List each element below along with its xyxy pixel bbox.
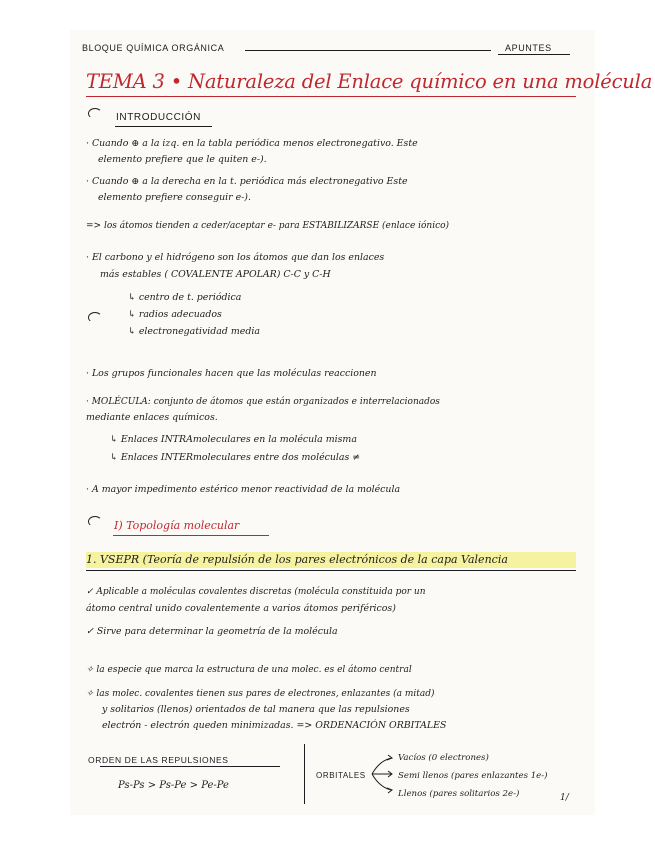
section-underline — [113, 535, 269, 536]
intro-heading: INTRODUCCIÓN — [116, 112, 201, 123]
section-topologia: I) Topología molecular — [114, 519, 240, 532]
order-heading-underline — [100, 766, 280, 767]
star2-line2: y solitarios (llenos) orientados de tal manera que las repulsiones — [102, 704, 410, 715]
para2-line2: elemento prefiere conseguir e-). — [98, 192, 251, 203]
para4-sub1: ↳ centro de t. periódica — [128, 292, 242, 303]
check1-line1: ✓ Aplicable a moléculas covalentes discretas (molécula constituida por un — [86, 587, 426, 597]
vsepr-underline — [86, 570, 576, 571]
header-notes: APUNTES — [505, 43, 552, 53]
vsepr-heading: 1. VSEPR (Teoría de repulsión de los pares electrónicos de la capa Valencia — [86, 553, 508, 566]
star2-line3: electrón - electrón queden minimizadas. => ORDENACIÓN ORBITALES — [102, 720, 447, 731]
para6-sub1: ↳ Enlaces INTRAmoleculares en la molécula misma — [110, 434, 357, 445]
para1-line1: · Cuando ⊕ a la izq. en la tabla periódica menos electronegativo. Este — [86, 138, 418, 149]
punch-hole-icon — [88, 516, 102, 527]
check1-line2: átomo central unido covalentemente a varios átomos periféricos) — [86, 603, 396, 614]
para4-line1: · El carbono y el hidrógeno son los átomos que dan los enlaces — [86, 252, 385, 263]
intro-heading-underline — [115, 126, 212, 127]
orbital-item-3: Llenos (pares solitarios 2e-) — [398, 789, 520, 799]
para4-line2: más estables ( COVALENTE APOLAR) C-C y C-H — [100, 269, 331, 280]
order-heading: ORDEN DE LAS REPULSIONES — [88, 755, 229, 765]
para4-sub2: ↳ radios adecuados — [128, 309, 222, 320]
para6-sub2: ↳ Enlaces INTERmoleculares entre dos moléculas ≠ — [110, 452, 361, 463]
header-right-rule — [498, 54, 570, 55]
para6-line1: · MOLÉCULA: conjunto de átomos que están organizados e interrelacionados — [86, 397, 440, 407]
check2: ✓ Sirve para determinar la geometría de la molécula — [86, 626, 338, 637]
orbitals-label: ORBITALES — [316, 771, 366, 780]
page-number: 1/ — [560, 793, 569, 803]
title-underline — [86, 96, 576, 97]
star2-line1: ✧ las molec. covalentes tienen sus pares de electrones, enlazantes (a mitad) — [86, 689, 435, 699]
header-subject: BLOQUE QUÍMICA ORGÁNICA — [82, 43, 225, 53]
star1: ✧ la especie que marca la estructura de una molec. es el átomo central — [86, 665, 412, 675]
branch-arrows-icon — [370, 752, 396, 794]
para2-line1: · Cuando ⊕ a la derecha en la t. periódica más electronegativo Este — [86, 176, 408, 187]
punch-hole-icon — [88, 108, 102, 119]
para5: · Los grupos funcionales hacen que las moléculas reaccionen — [86, 368, 377, 379]
para6-line2: mediante enlaces químicos. — [86, 412, 218, 423]
orbital-item-1: Vacíos (0 electrones) — [398, 753, 489, 763]
para4-sub3: ↳ electronegatividad media — [128, 326, 260, 337]
para1-line2: elemento prefiere que le quiten e-). — [98, 154, 267, 165]
header-rule — [245, 50, 491, 51]
column-divider — [304, 744, 305, 804]
para3-conclusion: => los átomos tienden a ceder/aceptar e- para ESTABILIZARSE (enlace iónico) — [86, 221, 450, 231]
order-formula: Ps-Ps > Ps-Pe > Pe-Pe — [118, 780, 229, 791]
page-title: TEMA 3 • Naturaleza del Enlace químico en una molécula — [86, 70, 653, 93]
para7: · A mayor impedimento estérico menor reactividad de la molécula — [86, 484, 401, 495]
orbital-item-2: Semi llenos (pares enlazantes 1e-) — [398, 771, 548, 781]
punch-hole-icon — [88, 312, 102, 323]
